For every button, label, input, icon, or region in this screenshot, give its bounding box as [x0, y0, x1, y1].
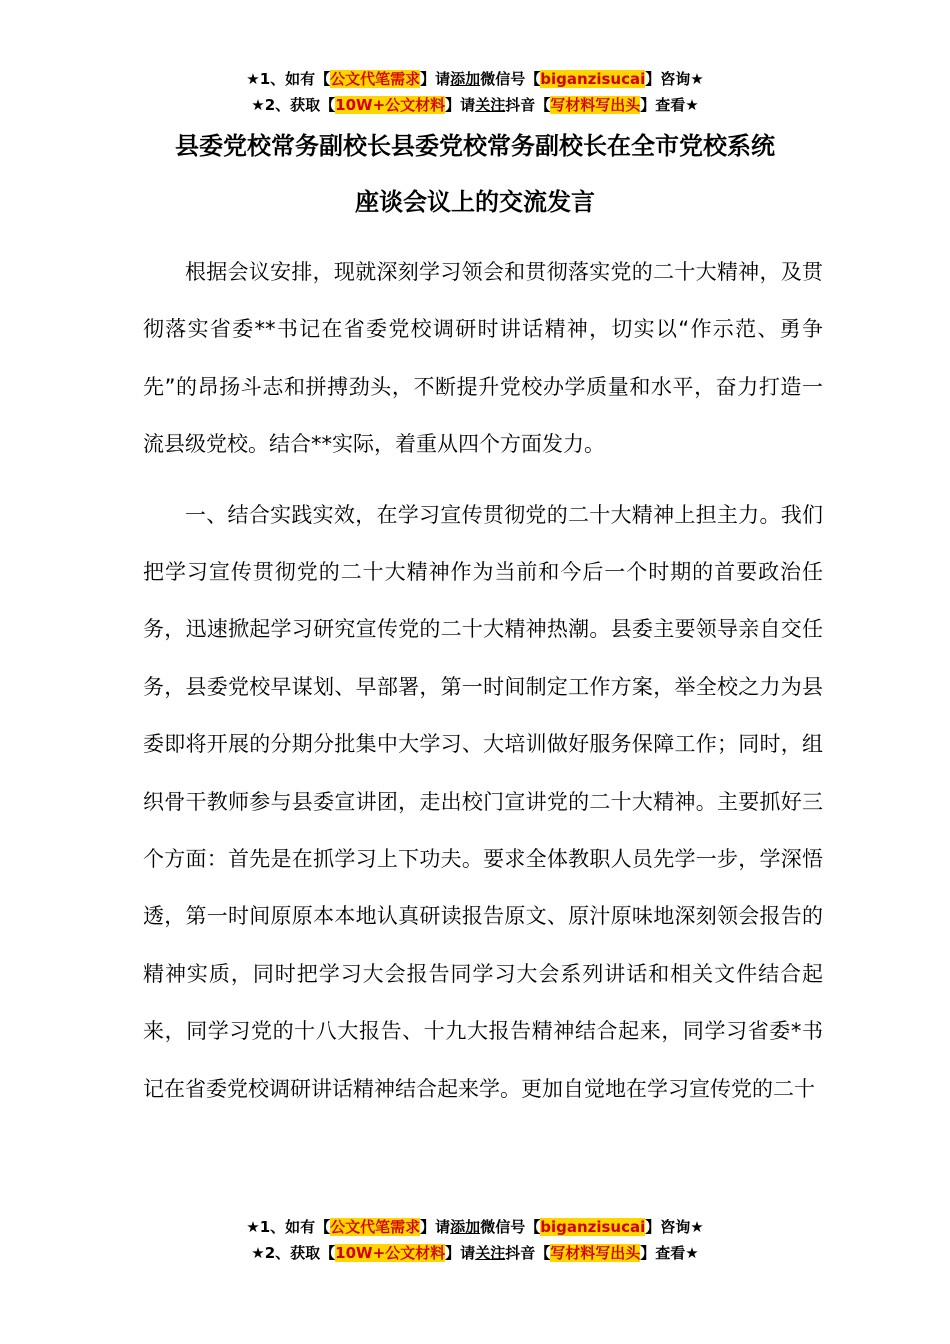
- star-icon: ★: [685, 1244, 699, 1262]
- document-body: [143, 244, 823, 1118]
- banner-line-1: ★1、如有【公文代笔需求】请添加微信号【biganzisucai】咨询★: [246, 70, 704, 88]
- highlight-service: 公文代笔需求: [330, 70, 421, 88]
- highlight-materials: 10W+公文材料: [335, 96, 446, 114]
- document-title-line-2: 座谈会议上的交流发言: [355, 188, 595, 216]
- body-paragraph-1: 根据会议安排，现就深刻学习领会和贯彻落实党的二十大精神，及贯彻落实省委**书记在省委党校调研时讲话精神，切实以“作示范、勇争先”的昂扬斗志和拼搏劲头，不断提升党校办学质量和水平，奋力打造一流县级党校。结合**实际，着重从四个方面发力。: [143, 260, 823, 457]
- highlight-materials: 10W+公文材料: [335, 1244, 446, 1262]
- footer-banner: [0, 1214, 950, 1266]
- highlight-douyin-account: 写材料写出头: [550, 96, 641, 114]
- star-icon: ★: [246, 70, 260, 88]
- banner-line-1: ★1、如有【公文代笔需求】请添加微信号【biganzisucai】咨询★: [246, 1218, 704, 1236]
- document-title-line-1: 县委党校常务副校长县委党校常务副校长在全市党校系统: [175, 132, 775, 160]
- star-icon: ★: [690, 1218, 704, 1236]
- star-icon: ★: [690, 70, 704, 88]
- star-icon: ★: [251, 1244, 265, 1262]
- highlight-service: 公文代笔需求: [330, 1218, 421, 1236]
- highlight-wechat-id: biganzisucai: [540, 70, 646, 88]
- highlight-wechat-id: biganzisucai: [540, 1218, 646, 1236]
- star-icon: ★: [246, 1218, 260, 1236]
- star-icon: ★: [685, 96, 699, 114]
- highlight-douyin-account: 写材料写出头: [550, 1244, 641, 1262]
- body-paragraph-2: 一、结合实践实效，在学习宣传贯彻党的二十大精神上担主力。我们把学习宣传贯彻党的二十大精神作为当前和今后一个时期的首要政治任务，迅速掀起学习研究宣传党的二十大精神热潮。县委主要领导亲自交任务，县委党校早谋划、早部署，第一时间制定工作方案，举全校之力为县委即将开展的分期分批集中大学习、大培训做好服务保障工作；同时，组织骨干教师参与县委宣讲团，走出校门宣讲党的二十大精神。主要抓好三个方面：首先是在抓学习上下功夫。要求全体教职人员先学一步，学深悟透，第一时间原原本本地认真研读报告原文、原汁原味地深刻领会报告的精神实质，同时把学习大会报告同学习大会系列讲话和相关文件结合起来，同学习党的十八大报告、十九大报告精神结合起来，同学习省委*书记在省委党校调研讲话精神结合起来学。更加自觉地在学习宣传党的二十: [143, 502, 823, 1101]
- banner-line-2: ★2、获取【10W+公文材料】请关注抖音【写材料写出头】查看★: [251, 1244, 699, 1262]
- header-banner: [0, 66, 950, 118]
- star-icon: ★: [251, 96, 265, 114]
- banner-line-2: ★2、获取【10W+公文材料】请关注抖音【写材料写出头】查看★: [251, 96, 699, 114]
